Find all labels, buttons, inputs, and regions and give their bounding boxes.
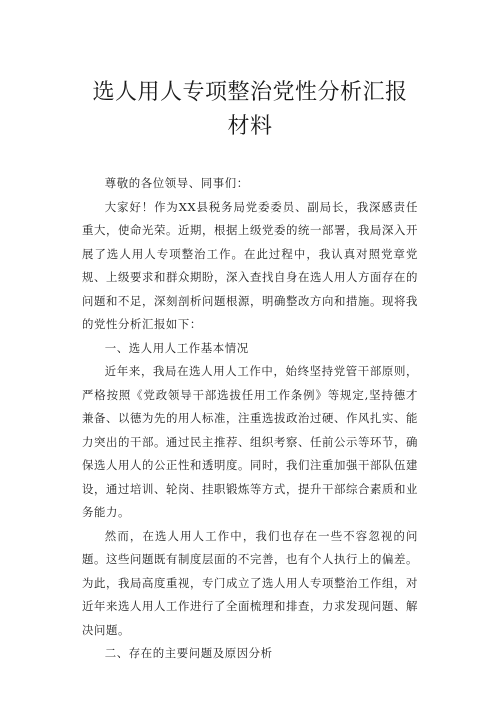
section-heading-1: 一、选人用人工作基本情况 bbox=[104, 340, 249, 355]
section-heading-2: 二、存在的主要问题及原因分析 bbox=[104, 646, 273, 660]
document-title: 选人用人专项整治党性分析汇报材料 bbox=[92, 80, 408, 139]
salutation: 尊敬的各位领导、同事们： bbox=[104, 176, 249, 190]
intro-paragraph: 大家好！作为XX县税务局党委委员、副局长，我深感责任重大，使命光荣。近期，根据上级党委的统一部署，我局深入开展了选人用人专项整治工作。在此过程中，我认真对照党章党规、上级要求和群众期盼，深入查找自身在选人用人方面存在的问题和不足，深刻剖析问题根源，明确整改方向和措施。现将我的党性分析汇报如下： bbox=[82, 199, 418, 331]
section1-paragraph-1: 近年来，我局在选人用人工作中，始终坚持党管干部原则，严格按照《党政领导干部选拔任用工作条例》等规定,坚持德才兼备、以德为先的用人标准，注重选拔政治过硬、作风扎实、能力突出的干部。通过民主推荐、组织考察、任前公示等环节，确保选人用人的公正性和透明度。同时，我们注重加强干部队伍建设，通过培训、轮岗、挂职锻炼等方式，提升干部综合素质和业务能力。 bbox=[82, 364, 418, 519]
section1-paragraph-2: 然而，在选人用人工作中，我们也存在一些不容忽视的问题。这些问题既有制度层面的不完善，也有个人执行上的偏差。为此，我局高度重视，专门成立了选人用人专项整治工作组，对近年来选人用人工作进行了全面梳理和排查，力求发现问题、解决问题。 bbox=[82, 528, 418, 637]
